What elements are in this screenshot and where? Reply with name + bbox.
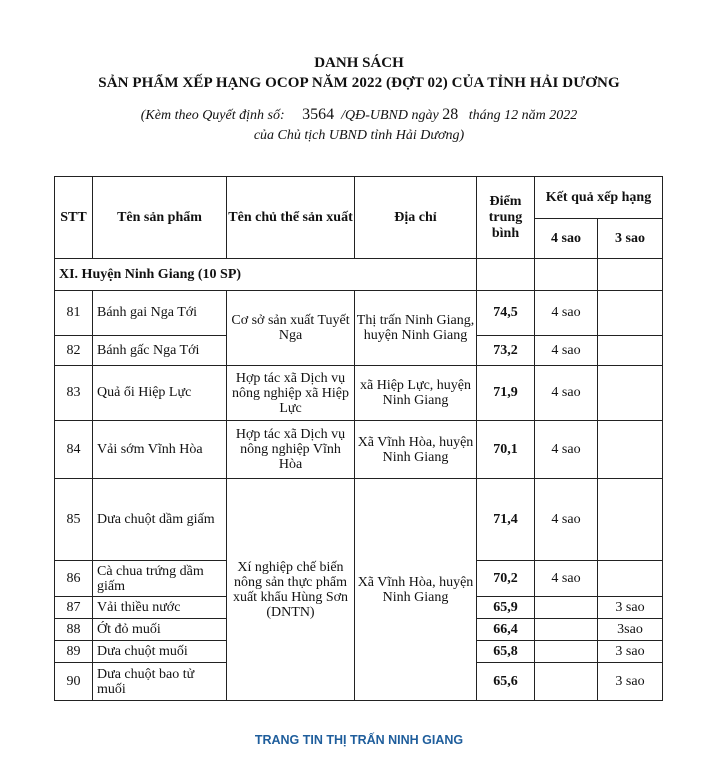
table-row — [55, 421, 663, 479]
decision-prefix: (Kèm theo Quyết định số: — [140, 108, 285, 123]
three-star-cell: 3 sao — [598, 663, 663, 701]
three-star-cell — [598, 421, 663, 479]
product-cell: Quả ổi Hiệp Lực — [93, 366, 227, 421]
stt-cell: 88 — [55, 619, 93, 641]
address-cell: Xã Vĩnh Hòa, huyện Ninh Giang — [355, 479, 477, 701]
stt-cell: 89 — [55, 641, 93, 663]
four-star-cell: 4 sao — [535, 561, 598, 597]
decision-line — [0, 106, 718, 124]
score-cell: 71,4 — [477, 479, 535, 561]
producer-cell: Cơ sở sản xuất Tuyết Nga — [227, 291, 355, 366]
header-three-star: 3 sao — [598, 219, 663, 259]
ocop-table — [54, 176, 663, 701]
score-cell: 70,1 — [477, 421, 535, 479]
score-cell: 73,2 — [477, 336, 535, 366]
stt-cell: 82 — [55, 336, 93, 366]
three-star-cell: 3 sao — [598, 641, 663, 663]
footer-site-name: TRANG TIN THỊ TRẤN NINH GIANG — [254, 733, 464, 747]
stt-cell: 85 — [55, 479, 93, 561]
product-cell: Bánh gấc Nga Tới — [93, 336, 227, 366]
decision-suffix: tháng 12 năm 2022 — [468, 108, 578, 123]
three-star-cell — [598, 336, 663, 366]
four-star-cell: 4 sao — [535, 366, 598, 421]
address-cell: Xã Vĩnh Hòa, huyện Ninh Giang — [355, 421, 477, 479]
score-cell: 65,8 — [477, 641, 535, 663]
four-star-cell — [535, 619, 598, 641]
three-star-cell: 3sao — [598, 619, 663, 641]
section-empty-cell — [477, 259, 535, 291]
section-empty-cell — [598, 259, 663, 291]
decision-number: 3564 — [302, 106, 335, 123]
score-cell: 65,9 — [477, 597, 535, 619]
producer-cell: Hợp tác xã Dịch vụ nông nghiệp xã Hiệp Lực — [227, 366, 355, 421]
product-cell: Ớt đỏ muối — [93, 619, 227, 641]
product-cell: Vải sớm Vĩnh Hòa — [93, 421, 227, 479]
product-cell: Dưa chuột dầm giấm — [93, 479, 227, 561]
document-subtitle: SẢN PHẨM XẾP HẠNG OCOP NĂM 2022 (ĐỢT 02) CỦA TỈNH HẢI DƯƠNG — [98, 75, 620, 91]
score-cell: 74,5 — [477, 291, 535, 336]
score-cell: 65,6 — [477, 663, 535, 701]
header-score: Điểm trung bình — [477, 177, 535, 259]
table-row — [55, 366, 663, 421]
address-cell: Thị trấn Ninh Giang, huyện Ninh Giang — [355, 291, 477, 366]
decision-mid: /QĐ-UBND ngày — [341, 108, 439, 123]
header-stt: STT — [55, 177, 93, 259]
header-four-star: 4 sao — [535, 219, 598, 259]
producer-cell: Xí nghiệp chế biến nông sản thực phẩm xuất khẩu Hùng Sơn (DNTN) — [227, 479, 355, 701]
decision-day: 28 — [442, 106, 459, 123]
address-cell: xã Hiệp Lực, huyện Ninh Giang — [355, 366, 477, 421]
stt-cell: 83 — [55, 366, 93, 421]
product-cell: Cà chua trứng dầm giấm — [93, 561, 227, 597]
four-star-cell — [535, 641, 598, 663]
four-star-cell: 4 sao — [535, 479, 598, 561]
three-star-cell — [598, 366, 663, 421]
stt-cell: 86 — [55, 561, 93, 597]
score-cell: 66,4 — [477, 619, 535, 641]
four-star-cell — [535, 597, 598, 619]
header-address: Địa chỉ — [355, 177, 477, 259]
header-result: Kết quả xếp hạng — [535, 177, 663, 219]
section-empty-cell — [535, 259, 598, 291]
stt-cell: 90 — [55, 663, 93, 701]
decision-line-2: của Chủ tịch UBND tỉnh Hải Dương) — [253, 128, 465, 143]
stt-cell: 81 — [55, 291, 93, 336]
table-row — [55, 291, 663, 336]
four-star-cell: 4 sao — [535, 291, 598, 336]
four-star-cell — [535, 663, 598, 701]
product-cell: Dưa chuột muối — [93, 641, 227, 663]
product-cell: Vải thiều nước — [93, 597, 227, 619]
three-star-cell — [598, 561, 663, 597]
four-star-cell: 4 sao — [535, 336, 598, 366]
header-product: Tên sản phẩm — [93, 177, 227, 259]
score-cell: 70,2 — [477, 561, 535, 597]
stt-cell: 84 — [55, 421, 93, 479]
score-cell: 71,9 — [477, 366, 535, 421]
stt-cell: 87 — [55, 597, 93, 619]
producer-cell: Hợp tác xã Dịch vụ nông nghiệp Vĩnh Hòa — [227, 421, 355, 479]
three-star-cell — [598, 479, 663, 561]
header-producer: Tên chủ thể sản xuất — [227, 177, 355, 259]
section-row: XI. Huyện Ninh Giang (10 SP) — [55, 259, 477, 291]
three-star-cell — [598, 291, 663, 336]
document-title: DANH SÁCH — [314, 55, 404, 71]
table-row — [55, 479, 663, 561]
product-cell: Dưa chuột bao tử muối — [93, 663, 227, 701]
product-cell: Bánh gai Nga Tới — [93, 291, 227, 336]
four-star-cell: 4 sao — [535, 421, 598, 479]
three-star-cell: 3 sao — [598, 597, 663, 619]
